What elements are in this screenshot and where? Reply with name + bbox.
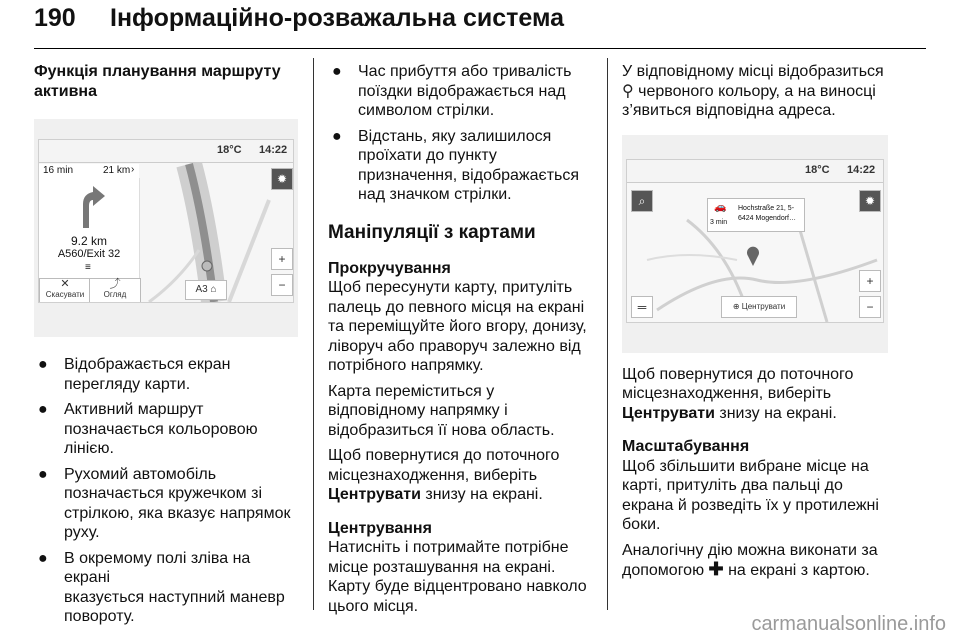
subheading-zoom: Масштабування	[622, 438, 750, 455]
page-header	[34, 4, 926, 49]
search-button[interactable]	[631, 190, 653, 212]
location-pin-icon: ⚲	[622, 82, 634, 100]
close-icon: ✕	[60, 278, 70, 290]
list-item: ● Відстань, яку залишилося проїхати до пункту призначення, відображається над значком стрілки.	[332, 127, 580, 203]
center-button[interactable]: ⊕ Центрувати	[721, 296, 797, 318]
list-icon: ≡	[85, 262, 91, 273]
zoom-text: Щоб збільшити вибране місце на карті, притуліть два пальці до екрана й розведіть їх у протилежні боки.	[622, 457, 879, 533]
centering-text: Натисніть і потримайте потрібне місце розташування на екрані. Карту буде відцентровано навколо цього місця.	[328, 539, 587, 615]
route-icon: ⤴	[109, 278, 121, 290]
zoom-in-button[interactable]	[271, 248, 293, 270]
column-divider	[607, 58, 608, 610]
menu-icon: ═	[637, 299, 647, 314]
section-title: Маніпуляції з картами	[328, 221, 536, 243]
zoom-out-button[interactable]	[271, 274, 293, 296]
subheading-centering: Центрування	[328, 519, 432, 537]
clock: 14:22	[847, 163, 876, 176]
nav-screenshot	[34, 119, 298, 337]
list-item: ● Час прибуття або тривалість поїздки відображається над символом стрілки.	[332, 63, 572, 119]
zoom-in-button[interactable]	[859, 270, 881, 292]
status-bar	[627, 160, 883, 183]
subheading-scroll: Прокручування	[328, 259, 451, 277]
home-icon: ⌂	[210, 284, 217, 295]
turn-arrow-icon	[69, 184, 109, 228]
intro-text: У відповідному місці відобразиться ⚲ червоного кольору, а на виносці з’явиться відповідна адреса.	[622, 63, 884, 119]
eta: 3 min	[710, 218, 728, 226]
search-icon: ⌕	[638, 193, 646, 208]
route-info	[39, 164, 139, 179]
settings-button[interactable]	[859, 190, 881, 212]
gear-icon: ✹	[276, 172, 288, 186]
plus-icon: +	[278, 252, 286, 266]
map-screenshot	[622, 135, 888, 353]
distance-left: 21 km	[103, 165, 131, 176]
minus-icon: −	[866, 299, 874, 314]
clock: 14:22	[259, 144, 288, 156]
maneuver-road: A560/Exit 32	[57, 248, 121, 260]
overview-button[interactable]: ⤴ Огляд	[89, 278, 141, 303]
settings-button[interactable]	[271, 168, 293, 190]
time-left: 16 min	[43, 165, 74, 176]
page-title: Інформаційно-розважальна система	[110, 4, 565, 32]
scroll-text-2: Карта переміститься у відповідному напрямку і відобразиться її нова область.	[328, 382, 555, 439]
car-icon: 🚗	[714, 201, 727, 213]
address-line-2: 6424 Mogendorf…	[738, 214, 796, 222]
section-heading: Функція планування маршруту активна	[34, 63, 281, 100]
plus-icon: ✚	[708, 559, 724, 579]
address-line-1: Hochstraße 21, 5-	[738, 204, 795, 212]
column-left	[34, 62, 298, 627]
gear-icon: ✹	[864, 193, 876, 208]
list-item: ● Відображається екран перегляду карти.	[38, 356, 231, 393]
maneuver-panel	[39, 178, 140, 278]
zoom-text-2: Аналогічну дію можна виконати за допомогою ✚ на екрані з картою.	[622, 541, 878, 579]
watermark: carmanualsonline.info	[751, 613, 946, 635]
chevron-right-icon: ›	[131, 164, 135, 175]
zoom-out-button[interactable]	[859, 296, 881, 318]
plus-icon: +	[866, 273, 874, 288]
target-icon: ⊕	[732, 301, 740, 311]
address-callout[interactable]	[707, 198, 805, 232]
bullet-list	[34, 355, 298, 627]
maneuver-distance: 9.2 km	[70, 234, 107, 248]
page-number: 190	[34, 4, 76, 32]
temperature: 18°C	[217, 144, 242, 156]
return-text: Щоб повернутися до поточного місцезнаходження, виберіть Центрувати знизу на екрані.	[622, 365, 854, 422]
cancel-button[interactable]: ✕ Скасувати	[39, 278, 91, 303]
temperature: 18°C	[805, 163, 830, 176]
status-bar	[39, 140, 293, 163]
list-item: ● В окремому полі зліва на екрані вказується наступний маневр повороту.	[38, 549, 285, 625]
column-right	[622, 62, 892, 581]
list-item: ● Активний маршрут позначається кольоровою лінією.	[38, 401, 258, 457]
menu-button[interactable]	[631, 296, 653, 318]
minus-icon: −	[278, 278, 286, 292]
road-badge: A3 ⌂	[185, 280, 227, 300]
scroll-text: Щоб пересунути карту, притуліть палець до певного місця на екрані та переміщуйте його вгору, донизу, ліворуч або праворуч залежно від потрібного напрямку.	[328, 279, 587, 374]
column-middle	[328, 62, 598, 616]
column-divider	[313, 58, 314, 610]
list-item: ● Рухомий автомобіль позначається кружечком зі стрілкою, яка вказує напрямок руху.	[38, 465, 291, 541]
return-text: Щоб повернутися до поточного місцезнаходження, виберіть Центрувати знизу на екрані.	[328, 447, 560, 503]
